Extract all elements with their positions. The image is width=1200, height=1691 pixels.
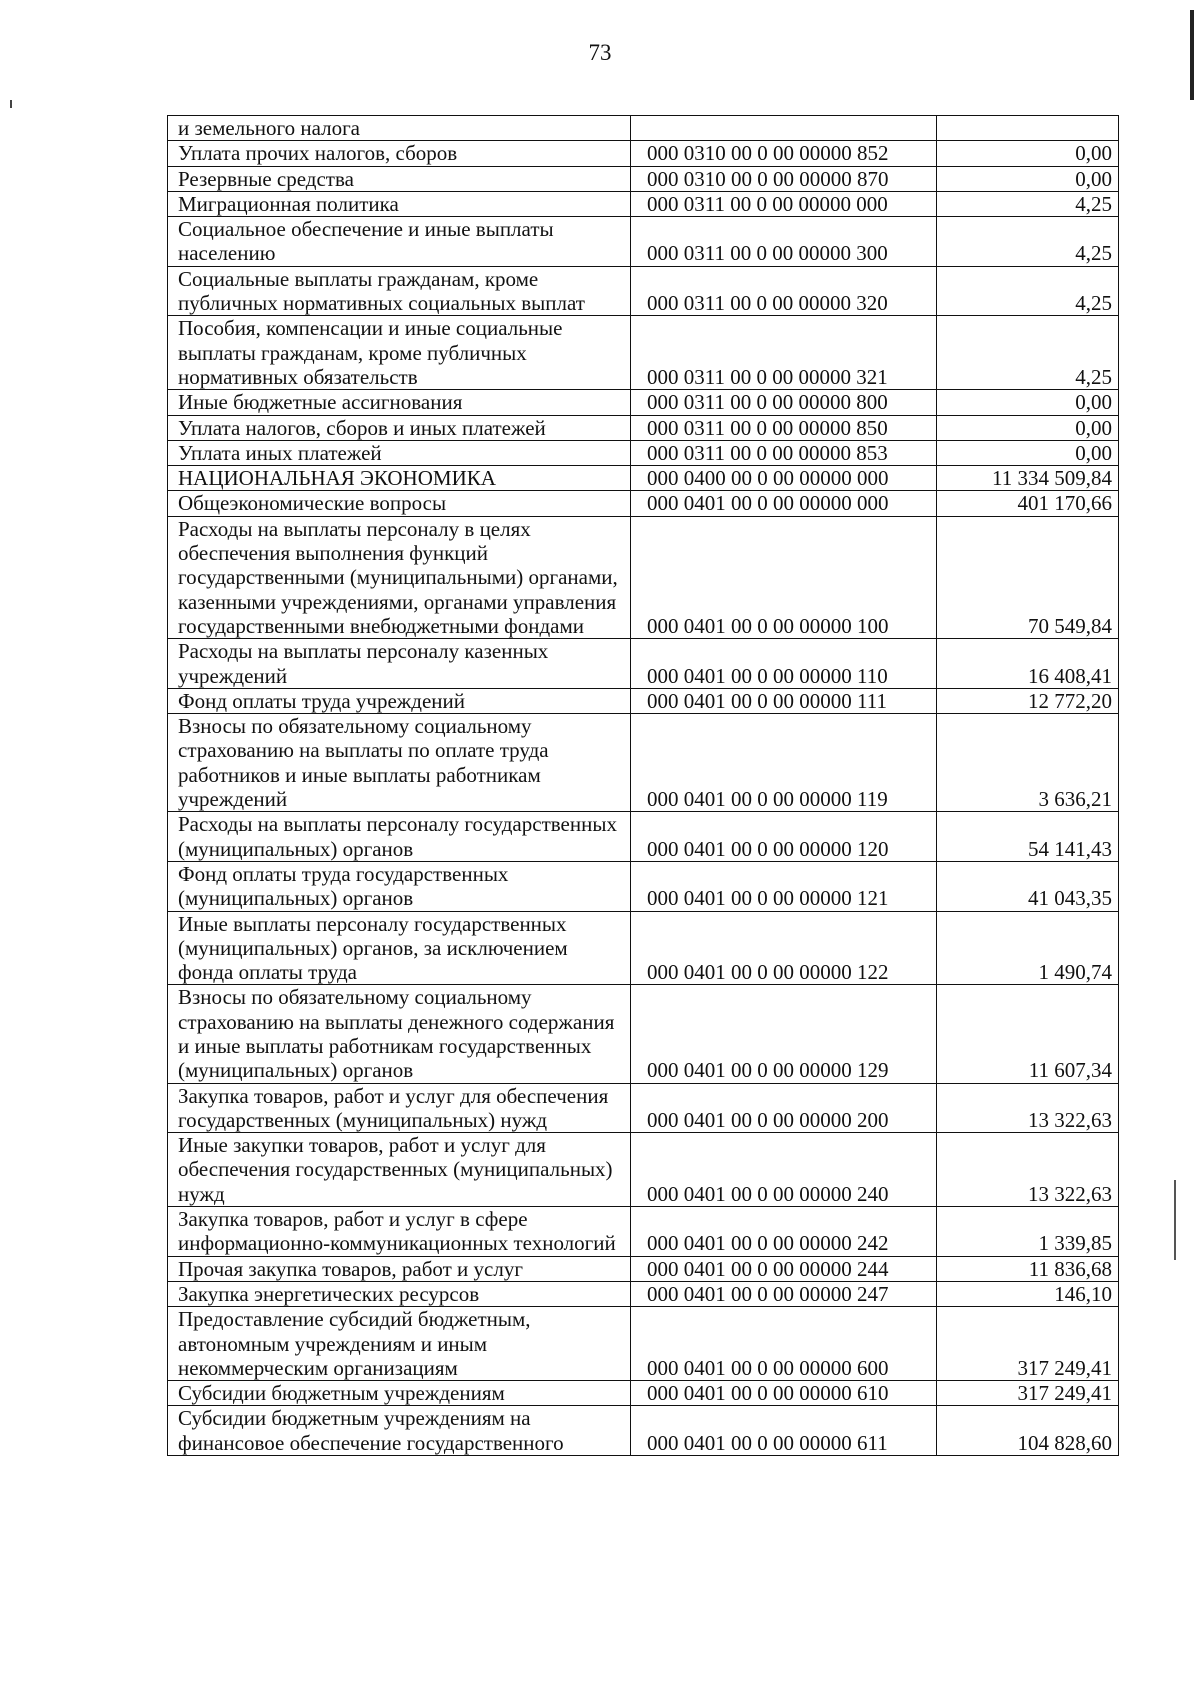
budget-code-cell: 000 0401 00 0 00 00000 120 [631, 812, 937, 862]
table-row [168, 1307, 1119, 1381]
table-row [168, 217, 1119, 267]
expense-name-cell: Расходы на выплаты персоналу в целях обеспечения выполнения функций государственными (муниципальными) органами, казенными учреждениями, органами управления государственными внебюджетными фондами [168, 516, 631, 638]
budget-code-cell: 000 0401 00 0 00 00000 244 [631, 1256, 937, 1281]
expense-name-cell: Субсидии бюджетным учреждениям [168, 1381, 631, 1406]
expense-name-cell: Расходы на выплаты персоналу казенных учреждений [168, 639, 631, 689]
table-row [168, 1281, 1119, 1306]
expense-name-cell: Взносы по обязательному социальному страхованию на выплаты денежного содержания и иные выплаты работникам государственных (муниципальных) органов [168, 985, 631, 1083]
budget-code-cell: 000 0311 00 0 00 00000 853 [631, 440, 937, 465]
budget-code-cell: 000 0401 00 0 00 00000 000 [631, 491, 937, 516]
budget-code-cell: 000 0401 00 0 00 00000 600 [631, 1307, 937, 1381]
scan-edge-mark [1174, 1180, 1176, 1260]
table-row [168, 688, 1119, 713]
budget-code-cell: 000 0400 00 0 00 00000 000 [631, 466, 937, 491]
expense-name-cell: Закупка энергетических ресурсов [168, 1281, 631, 1306]
budget-code-cell: 000 0401 00 0 00 00000 110 [631, 639, 937, 689]
expense-name-cell: Пособия, компенсации и иные социальные выплаты гражданам, кроме публичных нормативных обязательств [168, 316, 631, 390]
page-number: 73 [588, 40, 612, 65]
amount-cell: 401 170,66 [937, 491, 1119, 516]
expense-name-cell: Социальное обеспечение и иные выплаты населению [168, 217, 631, 267]
budget-code-cell: 000 0311 00 0 00 00000 000 [631, 191, 937, 216]
budget-code-cell: 000 0401 00 0 00 00000 610 [631, 1381, 937, 1406]
expense-name-cell: НАЦИОНАЛЬНАЯ ЭКОНОМИКА [168, 466, 631, 491]
table-row [168, 1406, 1119, 1456]
amount-cell: 0,00 [937, 415, 1119, 440]
scan-speck [10, 100, 12, 108]
budget-code-cell: 000 0401 00 0 00 00000 121 [631, 861, 937, 911]
amount-cell: 4,25 [937, 217, 1119, 267]
amount-cell: 3 636,21 [937, 714, 1119, 812]
table-row [168, 415, 1119, 440]
expense-name-cell: Расходы на выплаты персоналу государственных (муниципальных) органов [168, 812, 631, 862]
expense-name-cell: Закупка товаров, работ и услуг для обеспечения государственных (муниципальных) нужд [168, 1083, 631, 1133]
budget-code-cell: 000 0311 00 0 00 00000 320 [631, 266, 937, 316]
table-row [168, 639, 1119, 689]
table-row [168, 466, 1119, 491]
budget-code-cell: 000 0311 00 0 00 00000 800 [631, 390, 937, 415]
table-row [168, 985, 1119, 1083]
amount-cell: 146,10 [937, 1281, 1119, 1306]
budget-code-cell: 000 0311 00 0 00 00000 300 [631, 217, 937, 267]
table-row [168, 861, 1119, 911]
budget-code-cell [631, 116, 937, 141]
budget-code-cell: 000 0401 00 0 00 00000 611 [631, 1406, 937, 1456]
expense-name-cell: Закупка товаров, работ и услуг в сфере информационно-коммуникационных технологий [168, 1207, 631, 1257]
budget-code-cell: 000 0401 00 0 00 00000 129 [631, 985, 937, 1083]
table-row [168, 714, 1119, 812]
table-row [168, 440, 1119, 465]
amount-cell: 0,00 [937, 166, 1119, 191]
amount-cell: 54 141,43 [937, 812, 1119, 862]
budget-code-cell: 000 0401 00 0 00 00000 111 [631, 688, 937, 713]
table-row [168, 316, 1119, 390]
budget-code-cell: 000 0311 00 0 00 00000 321 [631, 316, 937, 390]
expense-name-cell: Фонд оплаты труда учреждений [168, 688, 631, 713]
table-row [168, 1381, 1119, 1406]
budget-code-cell: 000 0401 00 0 00 00000 100 [631, 516, 937, 638]
table-row [168, 191, 1119, 216]
amount-cell: 12 772,20 [937, 688, 1119, 713]
table-row [168, 1083, 1119, 1133]
amount-cell: 0,00 [937, 390, 1119, 415]
expense-name-cell: Миграционная политика [168, 191, 631, 216]
expense-name-cell: Прочая закупка товаров, работ и услуг [168, 1256, 631, 1281]
expense-name-cell: и земельного налога [168, 116, 631, 141]
expense-name-cell: Взносы по обязательному социальному страхованию на выплаты по оплате труда работников и иные выплаты работникам учреждений [168, 714, 631, 812]
table-row [168, 491, 1119, 516]
expense-name-cell: Резервные средства [168, 166, 631, 191]
table-row [168, 1133, 1119, 1207]
table-row [168, 812, 1119, 862]
amount-cell: 104 828,60 [937, 1406, 1119, 1456]
table-row [168, 116, 1119, 141]
budget-code-cell: 000 0310 00 0 00 00000 852 [631, 141, 937, 166]
amount-cell: 41 043,35 [937, 861, 1119, 911]
budget-code-cell: 000 0401 00 0 00 00000 119 [631, 714, 937, 812]
amount-cell: 16 408,41 [937, 639, 1119, 689]
amount-cell: 70 549,84 [937, 516, 1119, 638]
expense-name-cell: Уплата прочих налогов, сборов [168, 141, 631, 166]
table-row [168, 1256, 1119, 1281]
budget-code-cell: 000 0401 00 0 00 00000 200 [631, 1083, 937, 1133]
table-row [168, 141, 1119, 166]
amount-cell: 0,00 [937, 141, 1119, 166]
amount-cell [937, 116, 1119, 141]
expense-name-cell: Предоставление субсидий бюджетным, автономным учреждениям и иным некоммерческим организациям [168, 1307, 631, 1381]
budget-code-cell: 000 0401 00 0 00 00000 242 [631, 1207, 937, 1257]
expense-name-cell: Иные закупки товаров, работ и услуг для обеспечения государственных (муниципальных) нужд [168, 1133, 631, 1207]
amount-cell: 13 322,63 [937, 1083, 1119, 1133]
expense-name-cell: Социальные выплаты гражданам, кроме публичных нормативных социальных выплат [168, 266, 631, 316]
amount-cell: 11 836,68 [937, 1256, 1119, 1281]
table-row [168, 266, 1119, 316]
table-row [168, 166, 1119, 191]
table-row [168, 1207, 1119, 1257]
expense-name-cell: Фонд оплаты труда государственных (муниципальных) органов [168, 861, 631, 911]
expense-name-cell: Иные выплаты персоналу государственных (муниципальных) органов, за исключением фонда оплаты труда [168, 911, 631, 985]
amount-cell: 317 249,41 [937, 1381, 1119, 1406]
amount-cell: 11 334 509,84 [937, 466, 1119, 491]
amount-cell: 4,25 [937, 316, 1119, 390]
expense-name-cell: Субсидии бюджетным учреждениям на финансовое обеспечение государственного [168, 1406, 631, 1456]
amount-cell: 4,25 [937, 191, 1119, 216]
budget-expenditure-table [167, 115, 1119, 1456]
table-row [168, 516, 1119, 638]
expense-name-cell: Общеэкономические вопросы [168, 491, 631, 516]
amount-cell: 0,00 [937, 440, 1119, 465]
budget-code-cell: 000 0311 00 0 00 00000 850 [631, 415, 937, 440]
budget-code-cell: 000 0401 00 0 00 00000 122 [631, 911, 937, 985]
amount-cell: 1 490,74 [937, 911, 1119, 985]
amount-cell: 317 249,41 [937, 1307, 1119, 1381]
amount-cell: 4,25 [937, 266, 1119, 316]
budget-code-cell: 000 0310 00 0 00 00000 870 [631, 166, 937, 191]
table-row [168, 390, 1119, 415]
expense-name-cell: Иные бюджетные ассигнования [168, 390, 631, 415]
expense-name-cell: Уплата налогов, сборов и иных платежей [168, 415, 631, 440]
amount-cell: 11 607,34 [937, 985, 1119, 1083]
table-row [168, 911, 1119, 985]
budget-table-body [168, 116, 1119, 1456]
expense-name-cell: Уплата иных платежей [168, 440, 631, 465]
budget-code-cell: 000 0401 00 0 00 00000 247 [631, 1281, 937, 1306]
amount-cell: 13 322,63 [937, 1133, 1119, 1207]
budget-code-cell: 000 0401 00 0 00 00000 240 [631, 1133, 937, 1207]
amount-cell: 1 339,85 [937, 1207, 1119, 1257]
